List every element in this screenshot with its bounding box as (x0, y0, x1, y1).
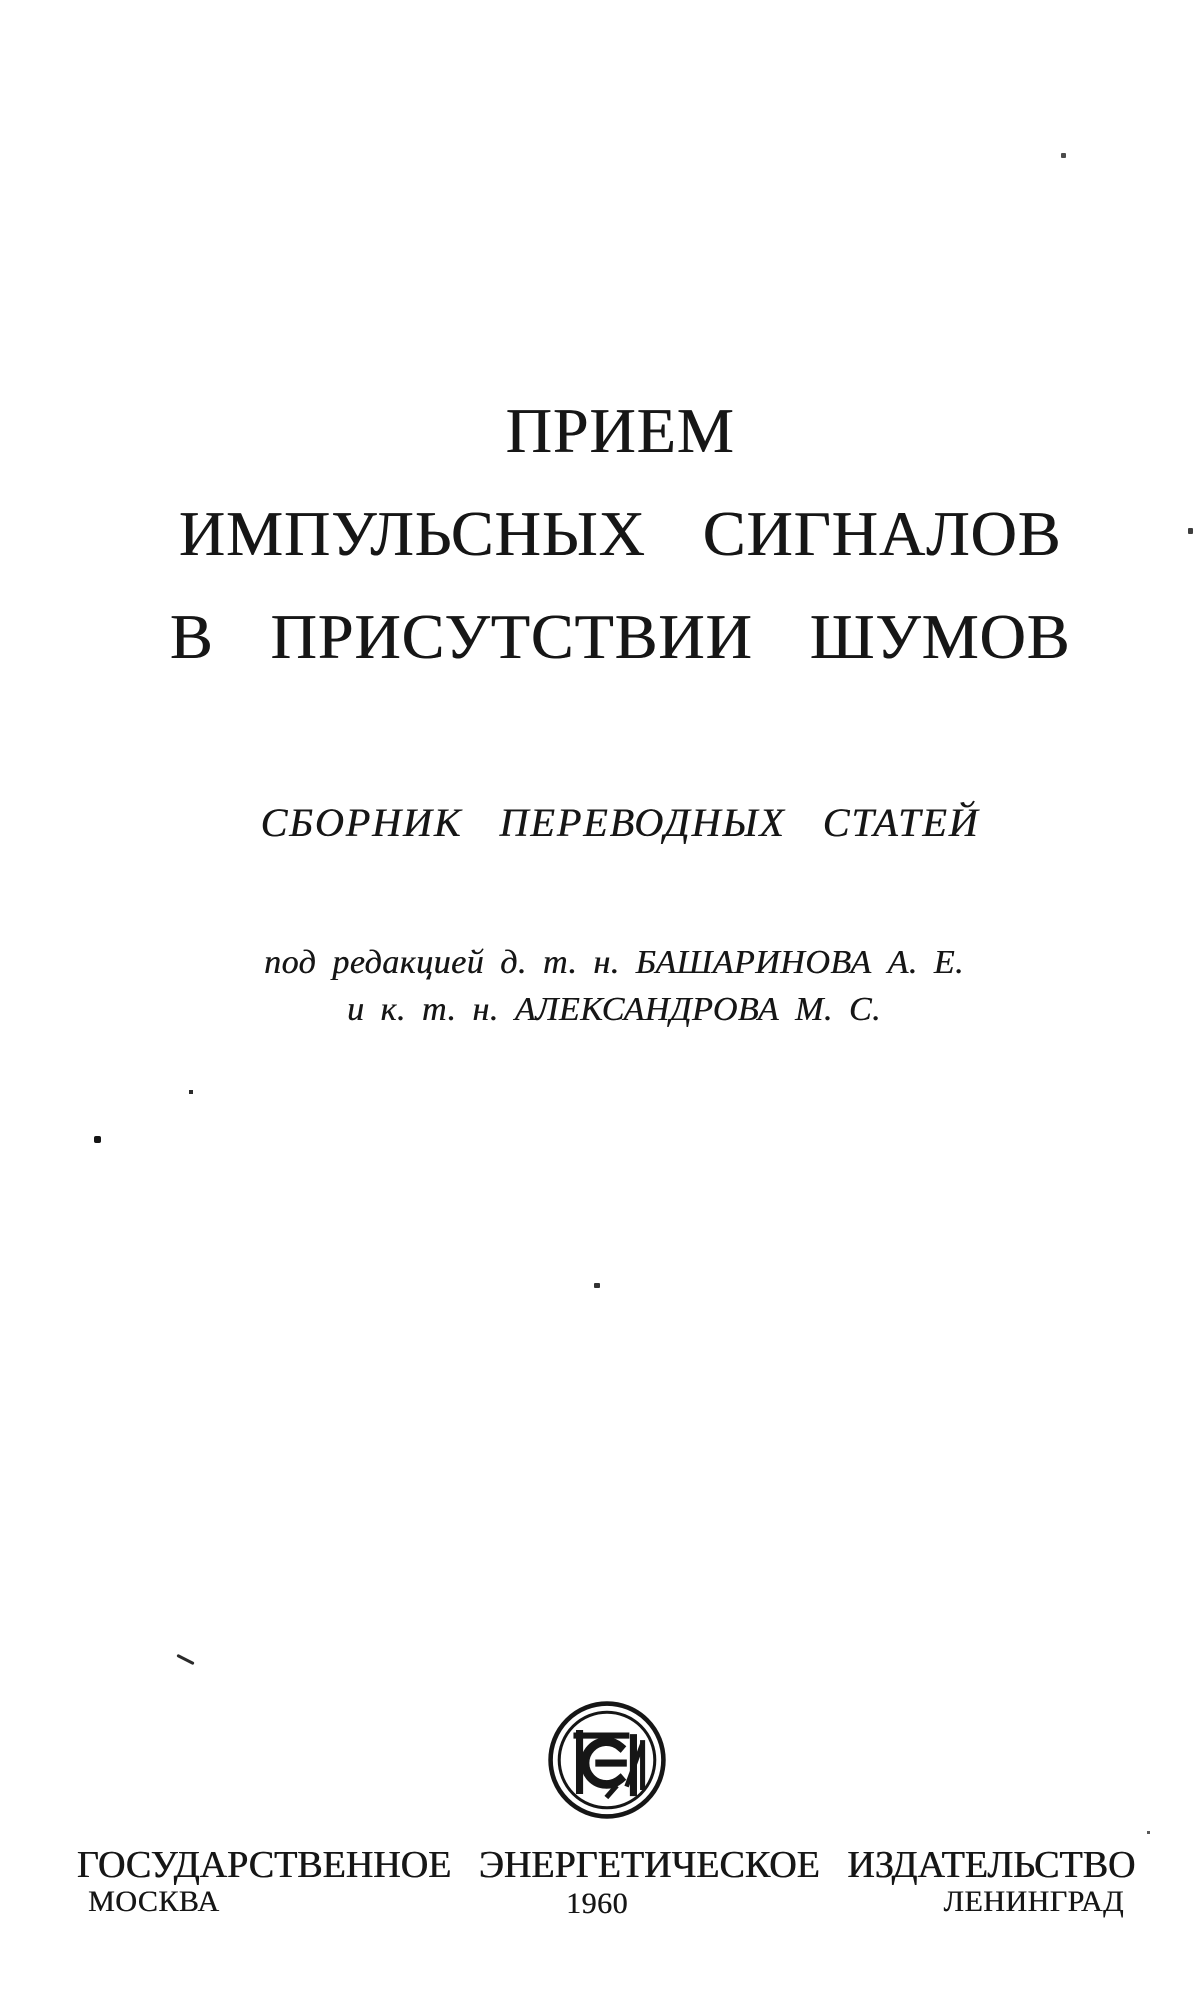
editors-block (14, 939, 1200, 1033)
book-title (20, 379, 1200, 688)
title-line-3: В ПРИСУТСТВИИ ШУМОВ (169, 601, 1071, 672)
editors-line-2: и к. т. н. АЛЕКСАНДРОВА М. С. (346, 991, 882, 1028)
scan-artifact-dot (1147, 1831, 1150, 1834)
imprint-row (0, 1885, 1200, 1921)
scan-artifact-dot (1061, 153, 1066, 158)
imprint-city-leningrad: ЛЕНИНГРАД (943, 1885, 1124, 1918)
editors-line-1: под редакцией д. т. н. БАШАРИНОВА А. Е. (263, 944, 965, 981)
imprint-city-moscow: МОСКВА (88, 1885, 220, 1918)
book-subtitle: СБОРНИК ПЕРЕВОДНЫХ СТАТЕЙ (260, 800, 980, 845)
title-line-2: ИМПУЛЬСНЫХ СИГНАЛОВ (178, 498, 1062, 569)
scan-artifact-dot (594, 1283, 600, 1288)
scan-artifact-tick (176, 1654, 194, 1665)
scan-artifact-dot (189, 1090, 193, 1094)
imprint-year: 1960 (566, 1887, 628, 1920)
scan-artifact-dot (94, 1136, 101, 1143)
title-line-1: ПРИЕМ (505, 395, 735, 466)
publisher-name: ГОСУДАРСТВЕННОЕ ЭНЕРГЕТИЧЕСКОЕ ИЗДАТЕЛЬСТВО (76, 1844, 1136, 1886)
publisher-emblem-icon (546, 1699, 668, 1821)
